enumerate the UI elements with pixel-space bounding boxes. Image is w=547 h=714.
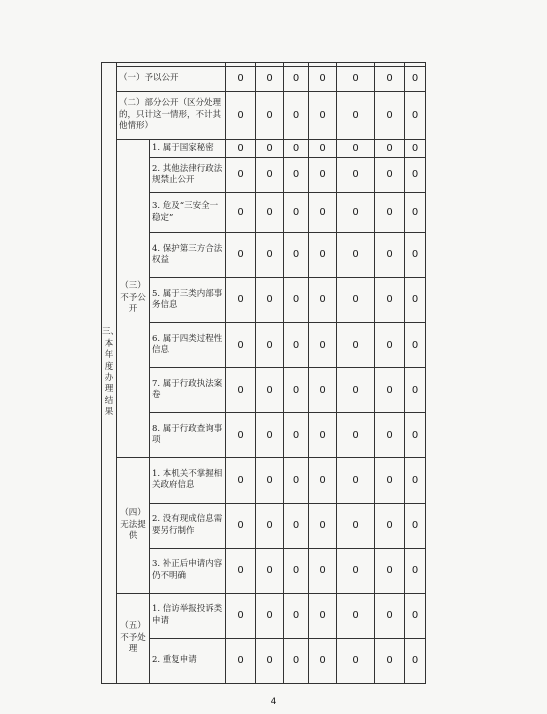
cell-value: 0 — [309, 323, 337, 368]
cell-value: 0 — [405, 193, 426, 233]
cell-value: 0 — [309, 233, 337, 278]
row-label: 8. 属于行政查询事项 — [150, 413, 226, 458]
cell-value: 0 — [405, 158, 426, 193]
cell-value: 0 — [375, 67, 405, 92]
table-row — [102, 278, 426, 323]
cell-value: 0 — [284, 91, 309, 139]
group-not-processed: （五）不予处理 — [117, 593, 150, 683]
cell-value: 0 — [226, 91, 256, 139]
cell-value: 0 — [337, 548, 375, 593]
cell-value: 0 — [405, 233, 426, 278]
cell-value: 0 — [256, 413, 284, 458]
cell-value: 0 — [284, 368, 309, 413]
row-label: 1. 本机关不掌握相关政府信息 — [150, 458, 226, 503]
cell-value: 0 — [284, 67, 309, 92]
cell-value: 0 — [256, 233, 284, 278]
group-not-disclosed: （三）不予公开 — [117, 139, 150, 458]
row-label: 2. 没有现成信息需要另行制作 — [150, 503, 226, 548]
cell-value: 0 — [337, 458, 375, 503]
table-row — [102, 503, 426, 548]
table-row — [102, 548, 426, 593]
cell-value: 0 — [256, 91, 284, 139]
cell-value: 0 — [375, 139, 405, 157]
cell-value: 0 — [405, 139, 426, 157]
cell-value: 0 — [337, 67, 375, 92]
cell-value: 0 — [375, 233, 405, 278]
table-row — [102, 368, 426, 413]
table-row — [102, 638, 426, 683]
cell-value: 0 — [337, 638, 375, 683]
table-row — [102, 67, 426, 92]
cell-value: 0 — [284, 458, 309, 503]
cell-value: 0 — [405, 503, 426, 548]
table-row — [102, 233, 426, 278]
cell-value: 0 — [284, 193, 309, 233]
row-label: 4. 保护第三方合法权益 — [150, 233, 226, 278]
row-label: 5. 属于三类内部事务信息 — [150, 278, 226, 323]
row-label: 6. 属于四类过程性信息 — [150, 323, 226, 368]
cell-value: 0 — [226, 278, 256, 323]
cell-value: 0 — [309, 638, 337, 683]
cell-value: 0 — [256, 458, 284, 503]
table-row — [102, 91, 426, 139]
cell-value: 0 — [226, 323, 256, 368]
cell-value: 0 — [375, 638, 405, 683]
cell-value: 0 — [337, 193, 375, 233]
cell-value: 0 — [375, 368, 405, 413]
cell-value: 0 — [309, 67, 337, 92]
cell-value: 0 — [405, 67, 426, 92]
cell-value: 0 — [226, 233, 256, 278]
cell-value: 0 — [284, 503, 309, 548]
row-label: 1. 属于国家秘密 — [150, 139, 226, 157]
cell-value: 0 — [226, 368, 256, 413]
cell-value: 0 — [226, 413, 256, 458]
cell-value: 0 — [284, 139, 309, 157]
cell-value: 0 — [226, 548, 256, 593]
cell-value: 0 — [256, 503, 284, 548]
cell-value: 0 — [226, 593, 256, 638]
cell-value: 0 — [375, 503, 405, 548]
cell-value: 0 — [337, 139, 375, 157]
cell-value: 0 — [309, 158, 337, 193]
cell-value: 0 — [284, 638, 309, 683]
cell-value: 0 — [375, 458, 405, 503]
cell-value: 0 — [375, 548, 405, 593]
cell-value: 0 — [309, 593, 337, 638]
table-row — [102, 323, 426, 368]
table-row — [102, 413, 426, 458]
cell-value: 0 — [375, 91, 405, 139]
cell-value: 0 — [405, 638, 426, 683]
cell-value: 0 — [256, 278, 284, 323]
cell-value: 0 — [405, 91, 426, 139]
cell-value: 0 — [375, 413, 405, 458]
table-row — [102, 593, 426, 638]
cell-value: 0 — [256, 638, 284, 683]
cell-value: 0 — [337, 91, 375, 139]
cell-value: 0 — [256, 548, 284, 593]
cell-value: 0 — [405, 413, 426, 458]
cell-value: 0 — [256, 158, 284, 193]
cell-value: 0 — [226, 193, 256, 233]
row-label: 2. 其他法律行政法规禁止公开 — [150, 158, 226, 193]
cell-value: 0 — [226, 158, 256, 193]
cell-value: 0 — [405, 368, 426, 413]
cell-value: 0 — [405, 548, 426, 593]
cell-value: 0 — [256, 368, 284, 413]
row-label: 3. 危及“三安全一稳定” — [150, 193, 226, 233]
cell-value: 0 — [337, 233, 375, 278]
cell-value: 0 — [337, 593, 375, 638]
cell-value: 0 — [256, 139, 284, 157]
cell-value: 0 — [256, 67, 284, 92]
cell-value: 0 — [309, 368, 337, 413]
cell-value: 0 — [284, 323, 309, 368]
cell-value: 0 — [284, 548, 309, 593]
cell-value: 0 — [284, 413, 309, 458]
row-label: （二）部分公开（区分处理的，只计这一情形，不计其他情形） — [117, 91, 226, 139]
cell-value: 0 — [375, 323, 405, 368]
table-row — [102, 139, 426, 157]
cell-value: 0 — [405, 323, 426, 368]
cell-value: 0 — [375, 193, 405, 233]
table-row — [102, 158, 426, 193]
cell-value: 0 — [309, 548, 337, 593]
page-number: 4 — [270, 697, 277, 707]
section-label: 三、本年度办理结果 — [102, 63, 117, 684]
cell-value: 0 — [309, 413, 337, 458]
cell-value: 0 — [375, 278, 405, 323]
table-row — [102, 193, 426, 233]
cell-value: 0 — [309, 193, 337, 233]
cell-value: 0 — [226, 139, 256, 157]
cell-value: 0 — [375, 593, 405, 638]
cell-value: 0 — [337, 323, 375, 368]
cell-value: 0 — [405, 278, 426, 323]
row-label: 7. 属于行政执法案卷 — [150, 368, 226, 413]
cell-value: 0 — [226, 638, 256, 683]
cell-value: 0 — [337, 368, 375, 413]
cell-value: 0 — [226, 458, 256, 503]
cell-value: 0 — [309, 503, 337, 548]
cell-value: 0 — [337, 413, 375, 458]
cell-value: 0 — [309, 139, 337, 157]
cell-value: 0 — [256, 593, 284, 638]
cell-value: 0 — [337, 503, 375, 548]
cell-value: 0 — [309, 458, 337, 503]
cell-value: 0 — [226, 67, 256, 92]
row-label: 1. 信访举报投诉类申请 — [150, 593, 226, 638]
cell-value: 0 — [256, 323, 284, 368]
cell-value: 0 — [256, 193, 284, 233]
cell-value: 0 — [284, 278, 309, 323]
cell-value: 0 — [309, 278, 337, 323]
cell-value: 0 — [405, 593, 426, 638]
cell-value: 0 — [284, 233, 309, 278]
results-table — [101, 62, 426, 684]
cell-value: 0 — [309, 91, 337, 139]
cell-value: 0 — [226, 503, 256, 548]
cell-value: 0 — [375, 158, 405, 193]
cell-value: 0 — [337, 278, 375, 323]
group-unable-to-provide: （四）无法提供 — [117, 458, 150, 593]
row-label: 3. 补正后申请内容仍不明确 — [150, 548, 226, 593]
cell-value: 0 — [284, 593, 309, 638]
cell-value: 0 — [405, 458, 426, 503]
row-label: （一）予以公开 — [117, 67, 226, 92]
table-row — [102, 458, 426, 503]
row-label: 2. 重复申请 — [150, 638, 226, 683]
cell-value: 0 — [337, 158, 375, 193]
cell-value: 0 — [284, 158, 309, 193]
